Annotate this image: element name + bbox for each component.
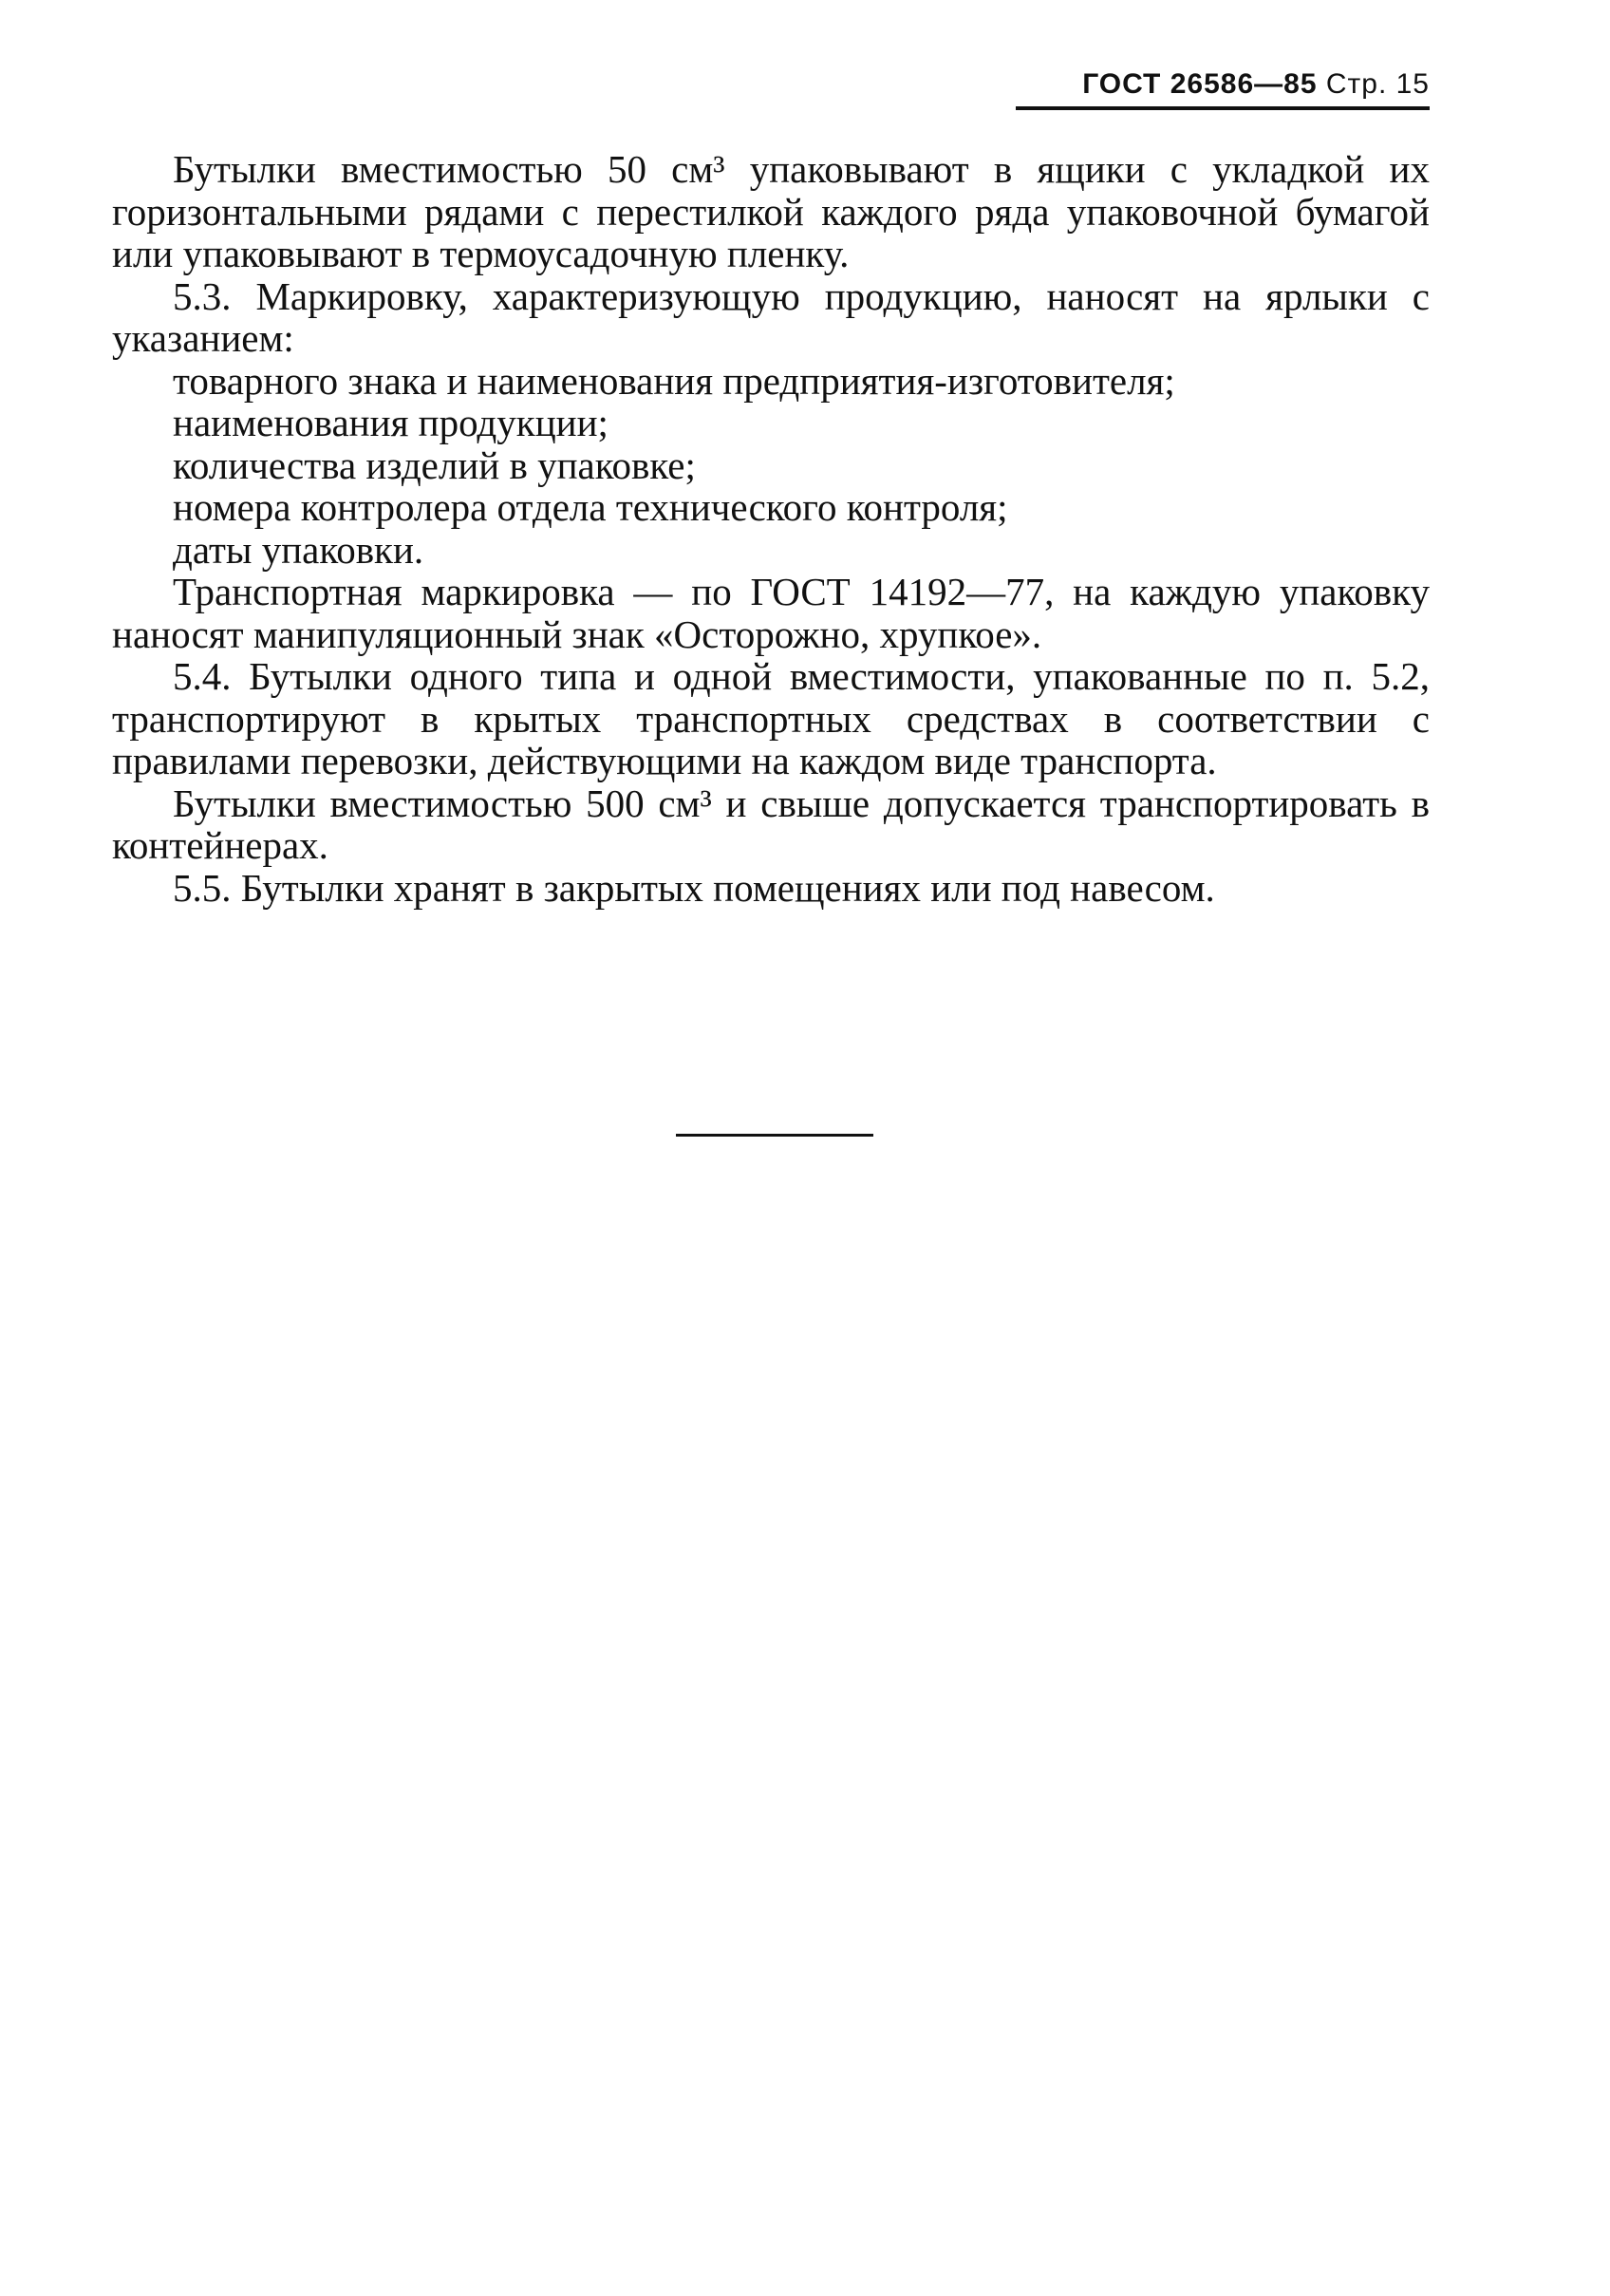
- paragraph-5-3-marking: 5.3. Маркировку, характеризующую продукцию, наносят на ярлыки с указанием:: [112, 273, 1430, 360]
- list-item: количества изделий в упаковке;: [173, 442, 696, 487]
- end-divider: [676, 1134, 873, 1137]
- page-number: Стр. 15: [1325, 68, 1430, 100]
- list-item: даты упаковки.: [173, 527, 424, 572]
- paragraph-5-4-transport: 5.4. Бутылки одного типа и одной вместимости, упакованные по п. 5.2, транспортируют в крытых транспортных средствах в соответствии с правилами перевозки, действующими на каждом виде транспорта.: [112, 654, 1430, 782]
- paragraph-transport-marking: Транспортная маркировка — по ГОСТ 14192—77, на каждую упаковку наносят манипуляционный знак «Осторожно, хрупкое».: [112, 570, 1430, 656]
- paragraph-5-5-storage: 5.5. Бутылки хранят в закрытых помещениях или под навесом.: [173, 865, 1215, 910]
- list-item: наименования продукции;: [173, 401, 608, 444]
- list-item: номера контролера отдела технического контроля;: [173, 485, 1008, 529]
- standard-number: ГОСТ 26586—85: [1082, 68, 1318, 100]
- paragraph-packing-50: Бутылки вместимостью 50 см³ упаковывают в ящики с укладкой их горизонтальными рядами с перестилкой каждого ряда упаковочной бумагой или упаковывают в термоусадочную пленку.: [112, 147, 1430, 275]
- paragraph-containers: Бутылки вместимостью 500 см³ и свыше допускается транспортировать в контейнерах.: [112, 781, 1430, 867]
- page-header: [1016, 68, 1430, 110]
- document-body: [112, 148, 1430, 909]
- list-item: товарного знака и наименования предприятия-изготовителя;: [173, 358, 1175, 403]
